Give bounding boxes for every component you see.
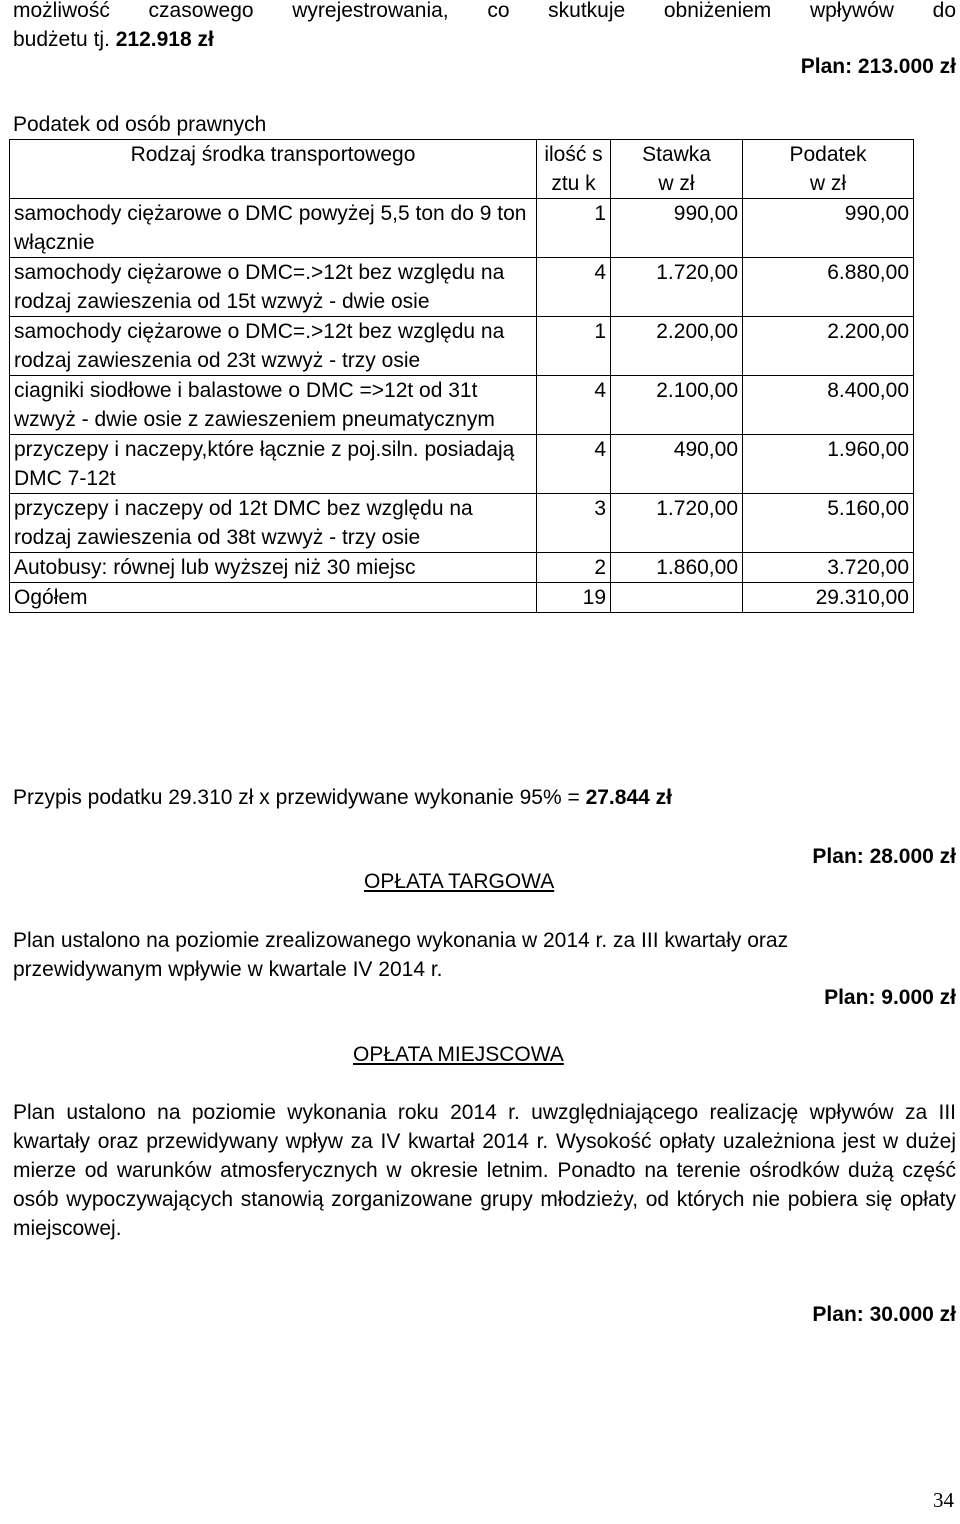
row-quantity: 3 [537, 494, 611, 553]
row-rate: 2.100,00 [611, 376, 743, 435]
table-row [10, 494, 914, 553]
row-tax: 8.400,00 [743, 376, 914, 435]
intro-line-2 [13, 25, 956, 54]
vehicle-tax-table [9, 139, 914, 613]
tax-assessment-amount: 27.844 zł [585, 786, 672, 809]
table-header-row [10, 140, 914, 199]
row-rate: 990,00 [611, 199, 743, 258]
section-title: Podatek od osób prawnych [13, 113, 267, 136]
header-vehicle-type: Rodzaj środka transportowego [10, 140, 537, 199]
row-quantity: 1 [537, 317, 611, 376]
row-tax: 2.200,00 [743, 317, 914, 376]
table-row [10, 199, 914, 258]
plan-amount-3: Plan: 9.000 zł [824, 986, 956, 1009]
table-row [10, 376, 914, 435]
market-fee-title: OPŁATA TARGOWA [364, 870, 555, 893]
row-quantity: 4 [537, 435, 611, 494]
local-fee-paragraph: Plan ustalono na poziomie wykonania roku 2014 r. uwzględniającego realizację wpływów za III kwartały oraz przewidywany wpływ za IV kwartał 2014 r. Wysokość opłaty uzależniona jest w dużej mierze od warunków atmosferycznych w okresie letnim. Ponadto na terenie ośrodków dużą część osób wypoczywających stanowią zorganizowane grupy młodzieży, od których nie pobiera się opłaty miejscowej. [13, 1101, 956, 1240]
total-label: Ogółem [10, 583, 537, 613]
local-fee-title: OPŁATA MIEJSCOWA [353, 1043, 564, 1066]
page-number: 34 [933, 1488, 954, 1512]
row-tax: 990,00 [743, 199, 914, 258]
header-quantity: ilość sztu k [537, 140, 611, 199]
intro-paragraph [13, 0, 956, 54]
row-quantity: 4 [537, 258, 611, 317]
table-row [10, 553, 914, 583]
plan-amount-4: Plan: 30.000 zł [812, 1303, 956, 1326]
plan-amount-2: Plan: 28.000 zł [812, 845, 956, 868]
total-rate-empty [611, 583, 743, 613]
row-description: samochody ciężarowe o DMC=.>12t bez względu na rodzaj zawieszenia od 15t wzwyż - dwie osie [10, 258, 537, 317]
row-rate: 1.720,00 [611, 258, 743, 317]
table-row [10, 317, 914, 376]
row-rate: 490,00 [611, 435, 743, 494]
intro-line-1: możliwość czasowego wyrejestrowania, co skutkuje obniżeniem wpływów do [13, 0, 956, 22]
total-tax: 29.310,00 [743, 583, 914, 613]
row-rate: 1.720,00 [611, 494, 743, 553]
row-description: przyczepy i naczepy od 12t DMC bez względu na rodzaj zawieszenia od 38t wzwyż - trzy osie [10, 494, 537, 553]
row-quantity: 2 [537, 553, 611, 583]
table-total-row [10, 583, 914, 613]
row-quantity: 4 [537, 376, 611, 435]
intro-amount: 212.918 zł [115, 28, 214, 51]
row-quantity: 1 [537, 199, 611, 258]
row-tax: 6.880,00 [743, 258, 914, 317]
market-fee-paragraph: Plan ustalono na poziomie zrealizowanego wykonania w 2014 r. za III kwartały oraz przewidywanym wpływie w kwartale IV 2014 r. [13, 929, 789, 981]
table-row [10, 258, 914, 317]
row-tax: 5.160,00 [743, 494, 914, 553]
table-row [10, 435, 914, 494]
row-rate: 2.200,00 [611, 317, 743, 376]
total-quantity: 19 [537, 583, 611, 613]
row-description: samochody ciężarowe o DMC powyżej 5,5 ton do 9 ton włącznie [10, 199, 537, 258]
header-rate: Stawka w zł [611, 140, 743, 199]
header-tax: Podatek w zł [743, 140, 914, 199]
row-description: ciagniki siodłowe i balastowe o DMC =>12t od 31t wzwyż - dwie osie z zawieszeniem pneumatycznym [10, 376, 537, 435]
row-description: przyczepy i naczepy,które łącznie z poj.siln. posiadają DMC 7-12t [10, 435, 537, 494]
row-tax: 3.720,00 [743, 553, 914, 583]
plan-amount-1: Plan: 213.000 zł [800, 55, 956, 78]
row-description: samochody ciężarowe o DMC=.>12t bez względu na rodzaj zawieszenia od 23t wzwyż - trzy osie [10, 317, 537, 376]
row-tax: 1.960,00 [743, 435, 914, 494]
intro-line-2-text: budżetu tj. [13, 28, 116, 51]
tax-assessment-note [13, 783, 672, 812]
row-rate: 1.860,00 [611, 553, 743, 583]
tax-assessment-text: Przypis podatku 29.310 zł x przewidywane wykonanie 95% = [13, 786, 586, 809]
row-description: Autobusy: równej lub wyższej niż 30 miejsc [10, 553, 537, 583]
